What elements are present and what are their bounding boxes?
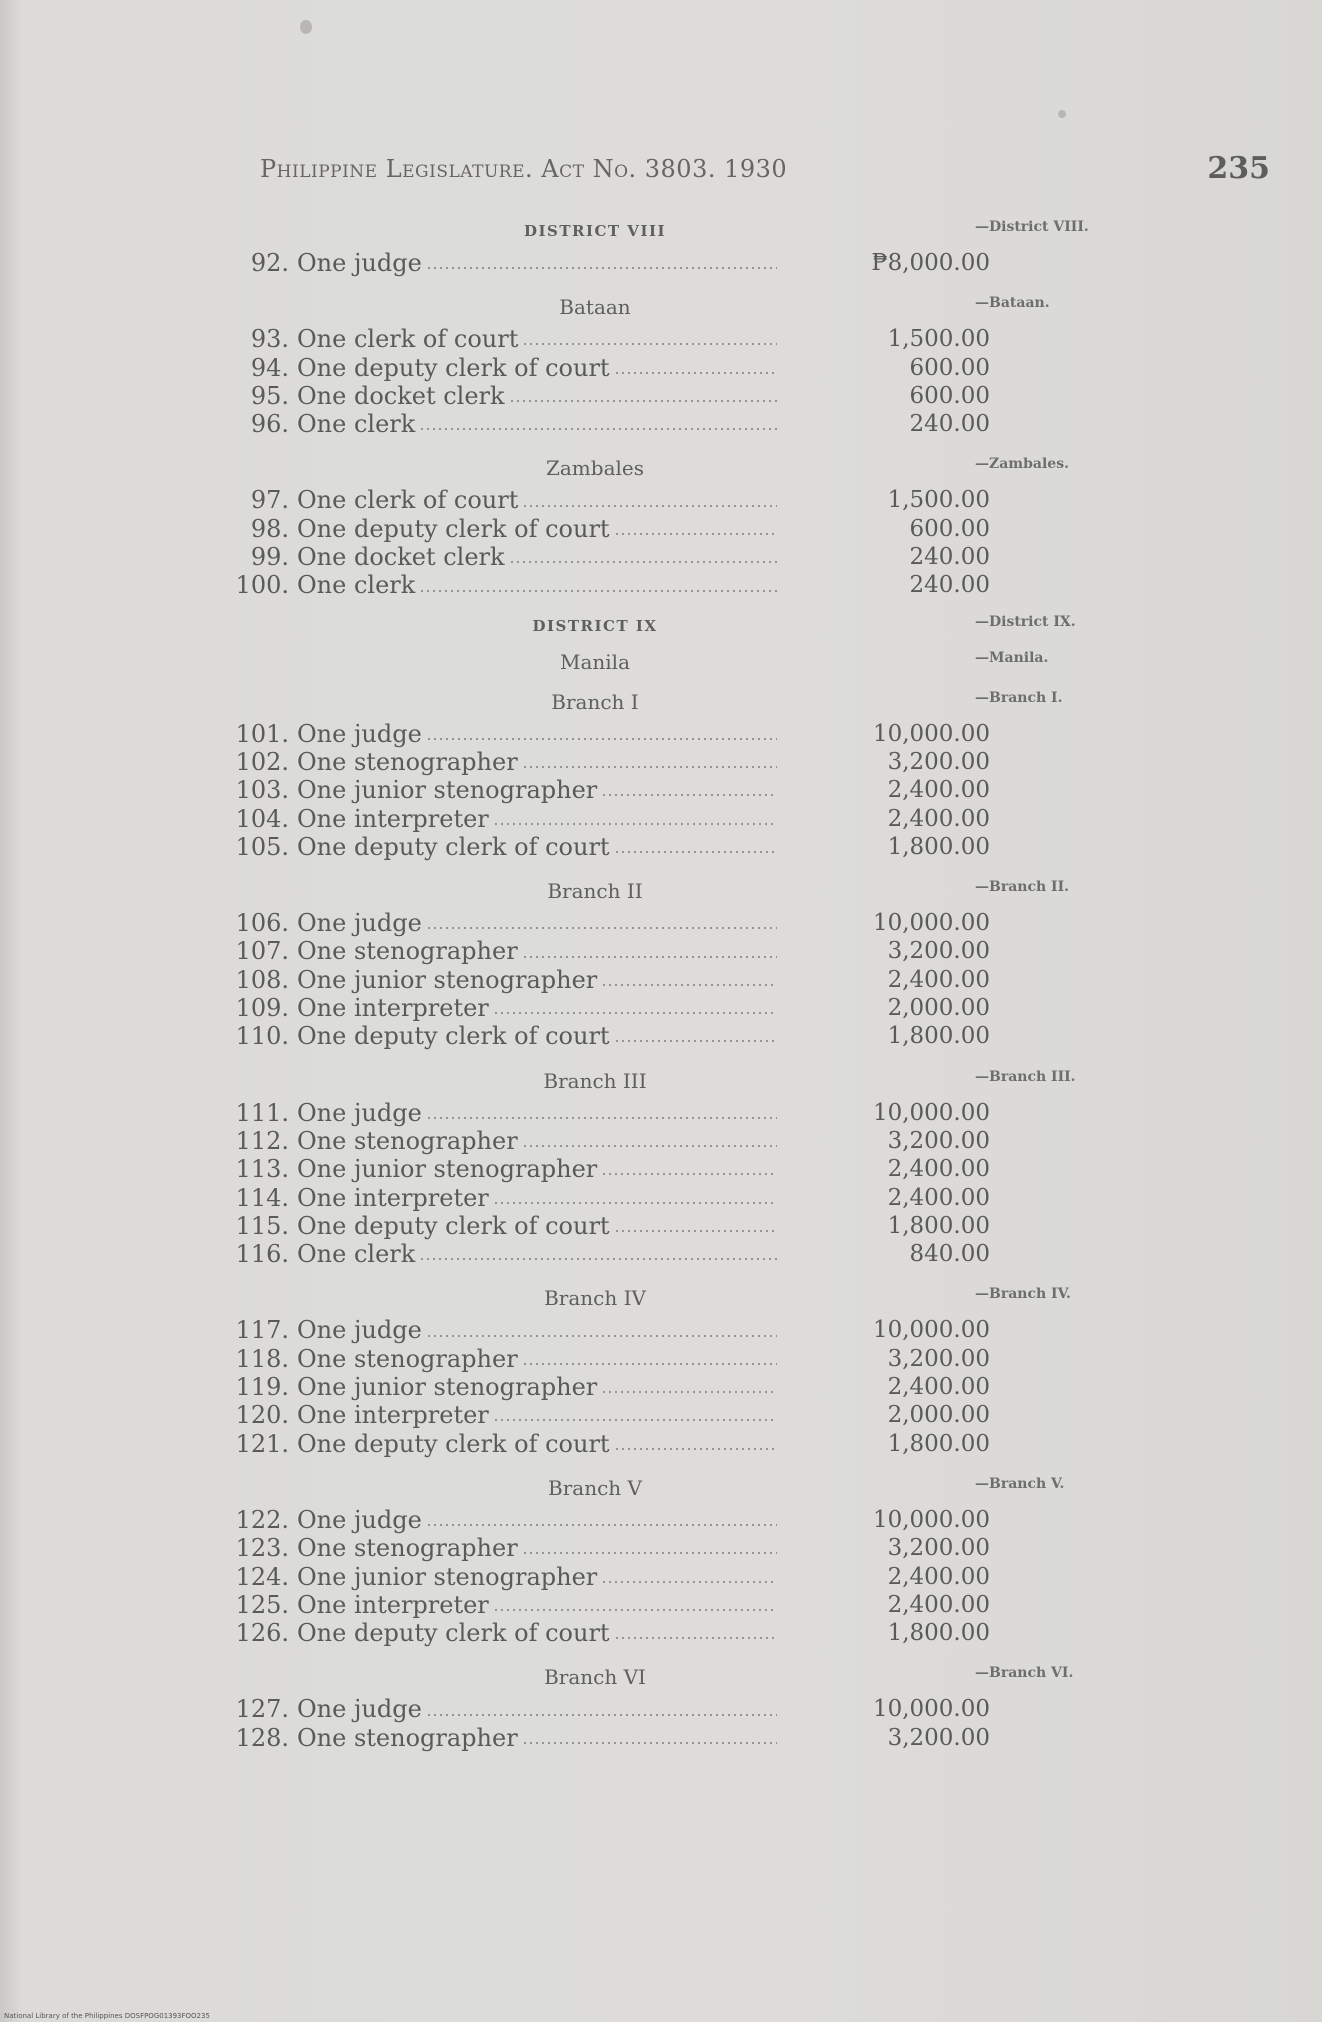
item-amount: 2,400.00 [887, 805, 990, 832]
item-description [297, 543, 777, 571]
dot-leader [601, 793, 777, 797]
margin-note: —Branch IV. [975, 1286, 1071, 1303]
section-heading [225, 684, 1125, 720]
item-description-text: One clerk [297, 1240, 416, 1269]
item-description [297, 1401, 777, 1429]
item-description-text: One stenographer [297, 1723, 518, 1752]
line-item [225, 486, 1125, 514]
item-amount: 2,400.00 [887, 1156, 990, 1183]
item-number: 114. [235, 1183, 289, 1212]
dot-leader [614, 1636, 777, 1640]
item-amount: 10,000.00 [872, 720, 990, 747]
margin-note: —Branch I. [975, 689, 1063, 706]
item-number: 96. [250, 410, 289, 439]
item-description-text: One deputy clerk of court [297, 353, 610, 382]
section-spacer [225, 1752, 1125, 1760]
paper-blemish [1058, 110, 1066, 118]
item-amount: 1,500.00 [887, 326, 990, 353]
line-item [225, 937, 1125, 965]
dot-leader [522, 765, 777, 769]
line-item [225, 1401, 1125, 1429]
item-description [297, 1022, 777, 1050]
item-description-text: One deputy clerk of court [297, 1022, 610, 1051]
item-description-text: One clerk of court [297, 325, 519, 354]
dot-leader [493, 1201, 777, 1205]
item-description-text: One junior stenographer [297, 1373, 598, 1402]
item-number: 127. [235, 1695, 289, 1724]
dot-leader [601, 1390, 777, 1394]
line-item [225, 1724, 1125, 1752]
item-description [297, 1184, 777, 1212]
appropriation-list [225, 213, 1125, 1760]
item-number: 109. [235, 994, 289, 1023]
line-item [225, 325, 1125, 353]
item-description [297, 937, 777, 965]
line-item [225, 1127, 1125, 1155]
dot-leader [426, 1523, 777, 1527]
item-description [297, 1099, 777, 1127]
item-description-text: One deputy clerk of court [297, 832, 610, 861]
item-description [297, 1373, 777, 1401]
margin-note: —Branch V. [975, 1475, 1065, 1492]
line-item [225, 1345, 1125, 1373]
dot-leader [614, 1039, 777, 1043]
item-description [297, 1619, 777, 1647]
section-title: Zambales [545, 456, 644, 481]
line-item [225, 1619, 1125, 1647]
item-description-text: One docket clerk [297, 381, 505, 410]
item-description [297, 1316, 777, 1344]
item-number: 117. [235, 1316, 289, 1345]
item-number: 97. [250, 486, 289, 515]
section [225, 1280, 1125, 1465]
section-spacer [225, 861, 1125, 869]
item-amount: 3,200.00 [887, 1535, 990, 1562]
section [225, 1470, 1125, 1655]
line-item [225, 410, 1125, 438]
dot-leader [419, 427, 777, 431]
line-item [225, 1563, 1125, 1591]
dot-leader [493, 1011, 777, 1015]
item-description [297, 325, 777, 353]
item-description [297, 994, 777, 1022]
item-number: 118. [235, 1344, 289, 1373]
item-amount: 3,200.00 [887, 1724, 990, 1751]
section-heading [225, 213, 1125, 249]
item-amount: 1,800.00 [887, 833, 990, 860]
dot-leader [601, 1172, 777, 1176]
item-number: 101. [235, 719, 289, 748]
item-description-text: One clerk [297, 410, 416, 439]
dot-leader [426, 1116, 777, 1120]
margin-note: —Branch II. [975, 879, 1070, 896]
item-number: 106. [235, 909, 289, 938]
item-amount: 2,000.00 [887, 1402, 990, 1429]
item-number: 116. [235, 1240, 289, 1269]
section-spacer [225, 1458, 1125, 1466]
item-amount: 2,400.00 [887, 1563, 990, 1590]
item-amount: 1,500.00 [887, 487, 990, 514]
dot-leader [509, 560, 777, 564]
item-description-text: One interpreter [297, 1590, 489, 1619]
running-head: Philippine Legislature. Act No. 3803. 1930 [260, 155, 788, 183]
item-number: 107. [235, 937, 289, 966]
item-number: 98. [250, 514, 289, 543]
dot-leader [522, 1741, 777, 1745]
section-title: Branch II [547, 879, 643, 904]
item-amount: ₱8,000.00 [871, 250, 990, 276]
section [225, 1659, 1125, 1760]
item-amount: 2,400.00 [887, 1591, 990, 1618]
line-item [225, 1430, 1125, 1458]
section-heading [225, 1470, 1125, 1506]
item-amount: 1,800.00 [887, 1212, 990, 1239]
section [225, 213, 1125, 285]
line-item [225, 1099, 1125, 1127]
item-description-text: One interpreter [297, 1183, 489, 1212]
section-title: Branch VI [544, 1665, 646, 1690]
item-number: 122. [235, 1505, 289, 1534]
item-number: 105. [235, 832, 289, 861]
line-item [225, 776, 1125, 804]
section-title: Branch V [548, 1475, 642, 1500]
dot-leader [601, 1580, 777, 1584]
line-item [225, 571, 1125, 599]
section-spacer [225, 277, 1125, 285]
item-amount: 600.00 [909, 515, 990, 542]
section-heading [225, 289, 1125, 325]
page-number: 235 [1207, 151, 1270, 186]
item-description-text: One judge [297, 1505, 422, 1534]
item-description-text: One judge [297, 249, 422, 277]
dot-leader [614, 1229, 777, 1233]
section-spacer [225, 1268, 1125, 1276]
margin-note: —Bataan. [975, 295, 1050, 312]
section-title: DISTRICT IX [532, 616, 658, 635]
margin-note: —Branch III. [975, 1068, 1076, 1085]
item-description-text: One stenographer [297, 747, 518, 776]
line-item [225, 382, 1125, 410]
item-number: 128. [235, 1723, 289, 1752]
item-description [297, 833, 777, 861]
section [225, 644, 1125, 680]
item-description [297, 1591, 777, 1619]
line-item [225, 249, 1125, 277]
line-item [225, 720, 1125, 748]
item-amount: 10,000.00 [872, 910, 990, 937]
item-description-text: One junior stenographer [297, 776, 598, 805]
dot-leader [522, 955, 777, 959]
dot-leader [614, 532, 777, 536]
item-description-text: One interpreter [297, 994, 489, 1023]
item-amount: 1,800.00 [887, 1023, 990, 1050]
dot-leader [522, 504, 777, 508]
section [225, 450, 1125, 607]
item-description [297, 1563, 777, 1591]
item-description [297, 1345, 777, 1373]
item-description-text: One stenographer [297, 1534, 518, 1563]
item-amount: 240.00 [909, 544, 990, 571]
item-amount: 840.00 [909, 1241, 990, 1268]
item-number: 110. [235, 1022, 289, 1051]
item-description-text: One junior stenographer [297, 1155, 598, 1184]
dot-leader [614, 1447, 777, 1451]
item-description-text: One interpreter [297, 804, 489, 833]
section-heading [225, 1063, 1125, 1099]
line-item [225, 1155, 1125, 1183]
dot-leader [493, 1418, 777, 1422]
section-heading [225, 873, 1125, 909]
dot-leader [419, 1257, 777, 1261]
section-title: Bataan [559, 295, 631, 320]
dot-leader [614, 371, 777, 375]
line-item [225, 1240, 1125, 1268]
item-amount: 10,000.00 [872, 1099, 990, 1126]
item-amount: 600.00 [909, 354, 990, 381]
item-description [297, 1430, 777, 1458]
item-description-text: One deputy clerk of court [297, 1211, 610, 1240]
dot-leader [493, 1608, 777, 1612]
dot-leader [614, 850, 777, 854]
item-description-text: One junior stenographer [297, 1562, 598, 1591]
item-description [297, 1127, 777, 1155]
item-number: 124. [235, 1562, 289, 1591]
item-description [297, 966, 777, 994]
item-number: 126. [235, 1619, 289, 1648]
line-item [225, 909, 1125, 937]
item-description [297, 1240, 777, 1268]
item-amount: 10,000.00 [872, 1506, 990, 1533]
item-description [297, 748, 777, 776]
item-description-text: One judge [297, 719, 422, 748]
margin-note: —Branch VI. [975, 1665, 1074, 1682]
item-description-text: One deputy clerk of court [297, 1429, 610, 1458]
line-item [225, 354, 1125, 382]
line-item [225, 1506, 1125, 1534]
item-description-text: One deputy clerk of court [297, 1619, 610, 1648]
item-description [297, 486, 777, 514]
dot-leader [426, 266, 777, 270]
item-description [297, 1212, 777, 1240]
item-amount: 600.00 [909, 382, 990, 409]
margin-note: —Zambales. [975, 456, 1069, 473]
item-number: 111. [235, 1098, 289, 1127]
item-amount: 10,000.00 [872, 1317, 990, 1344]
section-title: Branch IV [544, 1286, 646, 1311]
item-number: 120. [235, 1401, 289, 1430]
margin-note: —Manila. [975, 649, 1049, 666]
dot-leader [522, 1144, 777, 1148]
item-description [297, 1724, 777, 1752]
section-title: DISTRICT VIII [523, 222, 666, 240]
item-description [297, 1534, 777, 1562]
dot-leader [522, 1551, 777, 1555]
page-header [260, 151, 1270, 195]
item-amount: 2,400.00 [887, 966, 990, 993]
margin-note: —District IX. [975, 613, 1076, 630]
item-amount: 1,800.00 [887, 1430, 990, 1457]
item-description-text: One judge [297, 1316, 422, 1345]
item-number: 94. [250, 353, 289, 382]
line-item [225, 1373, 1125, 1401]
item-amount: 240.00 [909, 411, 990, 438]
scan-credit: National Library of the Philippines DOSFPOG01393FOO235 [4, 2012, 210, 2020]
item-number: 112. [235, 1126, 289, 1155]
item-description [297, 1695, 777, 1723]
item-number: 95. [250, 381, 289, 410]
line-item [225, 994, 1125, 1022]
line-item [225, 833, 1125, 861]
item-amount: 2,000.00 [887, 995, 990, 1022]
section [225, 1063, 1125, 1277]
line-item [225, 1184, 1125, 1212]
item-description [297, 776, 777, 804]
item-description-text: One clerk [297, 571, 416, 600]
dot-leader [601, 983, 777, 987]
item-description [297, 909, 777, 937]
item-number: 104. [235, 804, 289, 833]
item-description-text: One judge [297, 1098, 422, 1127]
line-item [225, 1212, 1125, 1240]
item-number: 99. [250, 543, 289, 572]
item-description-text: One interpreter [297, 1401, 489, 1430]
item-description-text: One junior stenographer [297, 965, 598, 994]
item-description-text: One stenographer [297, 1126, 518, 1155]
item-number: 115. [235, 1211, 289, 1240]
item-description [297, 354, 777, 382]
line-item [225, 515, 1125, 543]
item-number: 103. [235, 776, 289, 805]
item-amount: 3,200.00 [887, 1127, 990, 1154]
section [225, 684, 1125, 869]
line-item [225, 748, 1125, 776]
item-amount: 1,800.00 [887, 1620, 990, 1647]
item-description [297, 1506, 777, 1534]
item-description-text: One stenographer [297, 937, 518, 966]
margin-note: —District VIII. [975, 219, 1089, 235]
dot-leader [522, 1362, 777, 1366]
section-heading [225, 450, 1125, 486]
item-amount: 3,200.00 [887, 938, 990, 965]
item-description-text: One stenographer [297, 1344, 518, 1373]
item-description-text: One deputy clerk of court [297, 514, 610, 543]
item-amount: 2,400.00 [887, 777, 990, 804]
section [225, 289, 1125, 446]
item-number: 123. [235, 1534, 289, 1563]
item-amount: 240.00 [909, 572, 990, 599]
dot-leader [426, 1334, 777, 1338]
section-spacer [225, 1051, 1125, 1059]
section [225, 608, 1125, 644]
item-description-text: One docket clerk [297, 543, 505, 572]
line-item [225, 805, 1125, 833]
item-description [297, 571, 777, 599]
line-item [225, 1316, 1125, 1344]
line-item [225, 1534, 1125, 1562]
item-amount: 2,400.00 [887, 1184, 990, 1211]
item-description [297, 382, 777, 410]
dot-leader [426, 926, 777, 930]
dot-leader [522, 342, 777, 346]
line-item [225, 1695, 1125, 1723]
section [225, 873, 1125, 1058]
dot-leader [426, 1713, 777, 1717]
section-title: Branch I [551, 689, 639, 714]
item-description [297, 805, 777, 833]
section-title: Manila [560, 649, 630, 674]
item-amount: 3,200.00 [887, 748, 990, 775]
item-description [297, 720, 777, 748]
item-number: 108. [235, 965, 289, 994]
item-description [297, 410, 777, 438]
item-amount: 10,000.00 [872, 1696, 990, 1723]
item-number: 121. [235, 1429, 289, 1458]
section-heading [225, 644, 1125, 680]
item-number: 102. [235, 747, 289, 776]
line-item [225, 1022, 1125, 1050]
section-spacer [225, 438, 1125, 446]
item-description-text: One judge [297, 909, 422, 938]
dot-leader [509, 399, 777, 403]
item-description-text: One clerk of court [297, 486, 519, 515]
item-description [297, 249, 777, 277]
line-item [225, 966, 1125, 994]
line-item [225, 1591, 1125, 1619]
item-number: 100. [235, 571, 289, 600]
section-heading [225, 1280, 1125, 1316]
item-description [297, 1155, 777, 1183]
item-number: 92. [250, 249, 289, 277]
item-amount: 3,200.00 [887, 1345, 990, 1372]
section-heading [225, 1659, 1125, 1695]
item-number: 119. [235, 1373, 289, 1402]
dot-leader [493, 822, 777, 826]
item-description-text: One judge [297, 1695, 422, 1724]
item-number: 93. [250, 325, 289, 354]
section-spacer [225, 1647, 1125, 1655]
item-number: 113. [235, 1155, 289, 1184]
section-title: Branch III [543, 1068, 647, 1093]
item-description [297, 515, 777, 543]
item-amount: 2,400.00 [887, 1374, 990, 1401]
item-number: 125. [235, 1590, 289, 1619]
line-item [225, 543, 1125, 571]
section-heading [225, 608, 1125, 644]
dot-leader [419, 589, 777, 593]
paper-blemish [300, 20, 312, 34]
dot-leader [426, 737, 777, 741]
